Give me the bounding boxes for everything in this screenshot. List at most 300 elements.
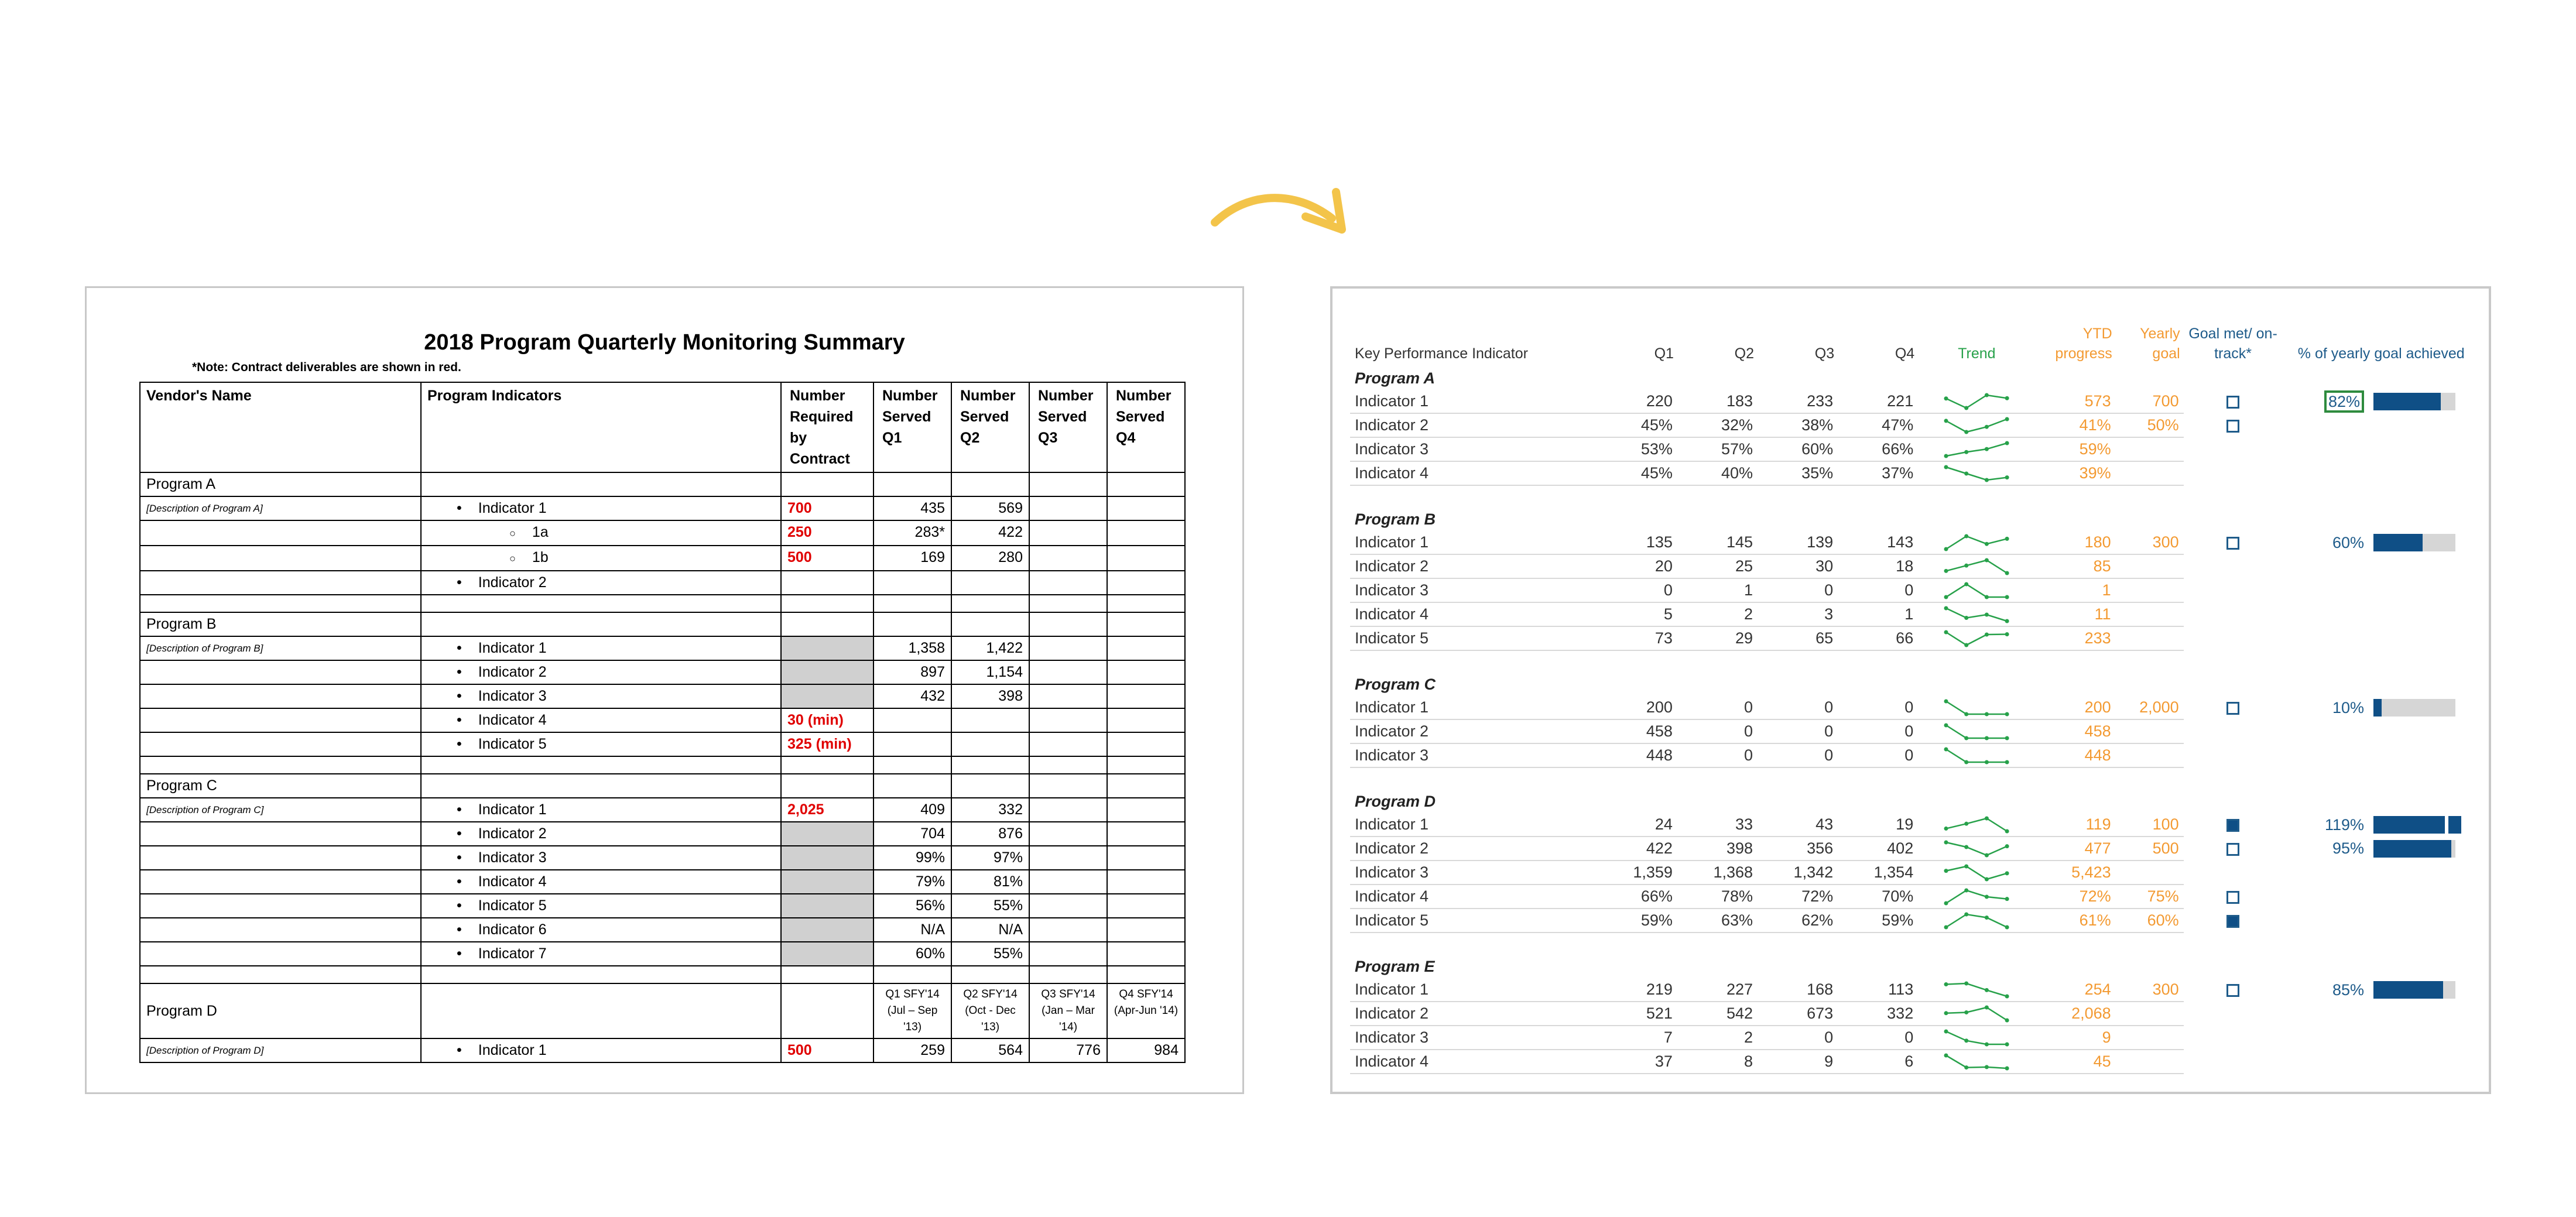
required-value: 500 [781, 1038, 873, 1062]
sparkline-line [1946, 866, 2007, 879]
quarter-value: 0 [1677, 719, 1758, 743]
monitoring-summary-table [139, 382, 1186, 1063]
q4-value [1107, 660, 1185, 684]
sparkline [1941, 1053, 2012, 1071]
indicator-label: Indicator 5 [1350, 626, 1597, 650]
pct-bar-cell [2369, 885, 2480, 909]
quarter-value: 25 [1677, 554, 1758, 578]
indicator-name: • Indicator 4 [421, 870, 781, 894]
table-row [140, 684, 1185, 708]
sparkline-point [1944, 595, 1948, 599]
indicator-name: • Indicator 2 [421, 660, 781, 684]
quarter-value: 332 [1838, 1002, 1918, 1026]
ytd-progress: 254 [2036, 978, 2116, 1002]
kpi-row [1350, 885, 2480, 909]
required-value: 30 (min) [781, 708, 873, 732]
empty-cell [140, 684, 421, 708]
sparkline-point [1944, 454, 1948, 458]
quarter-value: 0 [1677, 743, 1758, 767]
q2-value [951, 571, 1029, 595]
quarter-value: 20 [1597, 554, 1677, 578]
sparkline-point [1965, 888, 1969, 892]
q2-value: 1,422 [951, 636, 1029, 660]
q1-value: 99% [873, 846, 951, 870]
sparkline-point [2005, 736, 2009, 740]
pct-bar-cell [2369, 602, 2480, 626]
ytd-progress: 2,068 [2036, 1002, 2116, 1026]
sparkline-point [2005, 829, 2009, 833]
quarter-value: 29 [1677, 626, 1758, 650]
pct-achieved-cell [2282, 578, 2369, 602]
sparkline-point [1965, 582, 1969, 586]
yearly-goal: 60% [2116, 909, 2184, 933]
q2-value: 564 [951, 1038, 1029, 1062]
sparkline-point [1944, 606, 1948, 610]
sparkline [1941, 839, 2012, 858]
quarter-value: 183 [1677, 390, 1758, 413]
sparkline-line [1946, 749, 2007, 762]
empty-cell [140, 708, 421, 732]
trend-sparkline [1918, 1026, 2035, 1050]
pct-achieved-cell [2282, 1002, 2369, 1026]
required-value: 325 (min) [781, 732, 873, 756]
program-description: [Description of Program A] [140, 496, 421, 520]
trend-sparkline [1918, 909, 2035, 933]
q1-value: 432 [873, 684, 951, 708]
sparkline [1941, 440, 2012, 459]
q3-value [1029, 636, 1107, 660]
empty-cell [140, 520, 421, 546]
header-vendor: Vendor's Name [140, 382, 421, 472]
empty-cell [421, 756, 781, 774]
sparkline-point [2005, 396, 2009, 400]
sparkline-point [1944, 1053, 1948, 1057]
yearly-goal: 2,000 [2116, 696, 2184, 719]
kpi-row [1350, 743, 2480, 767]
sparkline [1941, 581, 2012, 600]
q3-value [1029, 520, 1107, 546]
required-value [781, 846, 873, 870]
quarter-value: 356 [1758, 837, 1838, 861]
ytd-progress: 200 [2036, 696, 2116, 719]
kpi-row [1350, 554, 2480, 578]
yearly-goal [2116, 1026, 2184, 1050]
sparkline-line [1946, 632, 2007, 645]
header-goal-met: Goal met/ on-track* [2188, 325, 2277, 362]
sparkline-point [1965, 864, 1969, 868]
sparkline-point [1944, 1011, 1948, 1015]
quarter-value: 47% [1838, 413, 1918, 437]
sparkline [1941, 533, 2012, 552]
indicator-label: Indicator 1 [1350, 978, 1597, 1002]
program-description: [Description of Program C] [140, 798, 421, 822]
ytd-progress: 39% [2036, 461, 2116, 485]
sparkline-line [1946, 608, 2007, 621]
empty-cell [873, 966, 951, 983]
indicator-label: Indicator 1 [1350, 813, 1597, 837]
goal-met-checkbox [2226, 843, 2239, 856]
program-name: Program A [1355, 369, 1436, 387]
trend-sparkline [1918, 413, 2035, 437]
empty-cell [781, 472, 873, 496]
empty-cell [951, 595, 1029, 612]
q1-value: N/A [873, 918, 951, 942]
spacer-row [1350, 650, 2480, 673]
pct-bar-cell [2369, 696, 2480, 719]
sparkline-point [1985, 612, 1989, 616]
quarter-value: 53% [1597, 437, 1677, 461]
quarter-heading-q1: Q1 SFY'14 (Jul – Sep '13) [873, 983, 951, 1038]
kpi-header-row [1350, 324, 2480, 367]
sparkline-line [1946, 890, 2007, 903]
q1-value: 169 [873, 546, 951, 571]
pct-bar-fill [2373, 816, 2445, 834]
program-name: Program B [1355, 510, 1436, 528]
yearly-goal [2116, 437, 2184, 461]
trend-sparkline [1918, 437, 2035, 461]
quarter-value: 221 [1838, 390, 1918, 413]
sparkline-point [1944, 869, 1948, 873]
header-q4: Q4 [1895, 345, 1915, 362]
quarter-value: 1 [1677, 578, 1758, 602]
yearly-goal: 700 [2116, 390, 2184, 413]
empty-cell [781, 612, 873, 636]
header-pct-achieved: % of yearly goal achieved [2297, 345, 2465, 362]
quarter-value: 73 [1597, 626, 1677, 650]
sparkline [1941, 605, 2012, 624]
q1-value: 897 [873, 660, 951, 684]
sparkline-line [1946, 818, 2007, 831]
indicator-name: ○ 1a [421, 520, 781, 546]
quarter-value: 398 [1677, 837, 1758, 861]
kpi-row [1350, 837, 2480, 861]
sparkline [1941, 392, 2012, 411]
quarter-value: 59% [1597, 909, 1677, 933]
sparkline-point [2005, 595, 2009, 599]
quarter-value: 145 [1677, 531, 1758, 554]
empty-cell [1350, 933, 2480, 955]
sparkline-point [1944, 699, 1948, 703]
q3-value [1029, 870, 1107, 894]
quarter-value: 0 [1758, 696, 1838, 719]
sparkline-point [1985, 1065, 1989, 1069]
indicator-label: Indicator 2 [1350, 554, 1597, 578]
indicator-label: Indicator 1 [1350, 696, 1597, 719]
q2-value: 81% [951, 870, 1029, 894]
required-value [781, 822, 873, 846]
goal-met-cell [2184, 578, 2283, 602]
sparkline-point [2005, 441, 2009, 445]
spacer-row [1350, 485, 2480, 508]
pct-bar-cell [2369, 531, 2480, 554]
empty-cell [951, 966, 1029, 983]
pct-achieved-cell [2282, 413, 2369, 437]
q4-value: 984 [1107, 1038, 1185, 1062]
table-row [140, 732, 1185, 756]
empty-cell [421, 612, 781, 636]
program-heading-row [1350, 955, 2480, 978]
kpi-row [1350, 531, 2480, 554]
pct-bar-cell [2369, 461, 2480, 485]
kpi-row [1350, 602, 2480, 626]
empty-cell [1350, 767, 2480, 790]
q1-value [873, 708, 951, 732]
quarter-value: 62% [1758, 909, 1838, 933]
goal-met-cell [2184, 861, 2283, 885]
pct-achieved-cell [2282, 743, 2369, 767]
goal-met-cell [2184, 743, 2283, 767]
sparkline-point [1944, 901, 1948, 905]
sparkline-point [1965, 616, 1969, 620]
q1-value: 409 [873, 798, 951, 822]
required-value: 700 [781, 496, 873, 520]
indicator-label: Indicator 4 [1350, 602, 1597, 626]
sparkline-point [1965, 450, 1969, 454]
indicator-label: Indicator 2 [1350, 413, 1597, 437]
q2-value: 55% [951, 894, 1029, 918]
indicator-name: • Indicator 2 [421, 822, 781, 846]
quarter-value: 66 [1838, 626, 1918, 650]
table-row [140, 894, 1185, 918]
empty-cell [1107, 756, 1185, 774]
kpi-row [1350, 461, 2480, 485]
sparkline-point [1985, 988, 1989, 992]
empty-cell [1350, 650, 2480, 673]
sparkline-point [2005, 1018, 2009, 1022]
sparkline-point [1985, 478, 1989, 482]
yearly-goal [2116, 1050, 2184, 1074]
table-row [140, 520, 1185, 546]
q4-value [1107, 636, 1185, 660]
table-row [140, 822, 1185, 846]
quarter-value: 673 [1758, 1002, 1838, 1026]
ytd-progress: 5,423 [2036, 861, 2116, 885]
indicator-label: Indicator 4 [1350, 885, 1597, 909]
kpi-table [1350, 324, 2480, 1074]
q4-value [1107, 571, 1185, 595]
empty-cell [421, 472, 781, 496]
kpi-row [1350, 1002, 2480, 1026]
yearly-goal: 75% [2116, 885, 2184, 909]
quarter-value: 0 [1838, 578, 1918, 602]
q1-value: 1,358 [873, 636, 951, 660]
kpi-row [1350, 978, 2480, 1002]
header-indicators: Program Indicators [421, 382, 781, 472]
quarter-value: 18 [1838, 554, 1918, 578]
indicator-label: Indicator 4 [1350, 1050, 1597, 1074]
goal-met-cell [2184, 413, 2283, 437]
sparkline-point [2005, 871, 2009, 875]
q2-value: 332 [951, 798, 1029, 822]
header-q3: Number Served Q3 [1029, 382, 1107, 472]
q3-value [1029, 496, 1107, 520]
pct-bar-cell [2369, 861, 2480, 885]
header-goal: Yearly goal [2140, 325, 2180, 362]
empty-cell [421, 595, 781, 612]
quarter-value: 135 [1597, 531, 1677, 554]
pct-bar-cell [2369, 813, 2480, 837]
empty-cell [873, 612, 951, 636]
quarter-value: 113 [1838, 978, 1918, 1002]
quarter-value: 0 [1597, 578, 1677, 602]
sparkline-point [1944, 723, 1948, 727]
pct-achieved-cell [2282, 1026, 2369, 1050]
program-name: Program E [1355, 958, 1435, 975]
pct-achieved-cell [2282, 461, 2369, 485]
pct-bar-fill [2373, 699, 2382, 717]
quarter-value: 7 [1597, 1026, 1677, 1050]
pct-bar-track [2373, 393, 2455, 410]
sparkline-point [2005, 897, 2009, 901]
program-description: [Description of Program B] [140, 636, 421, 660]
table-row [140, 708, 1185, 732]
pct-achieved-cell [2282, 531, 2369, 554]
q3-value [1029, 684, 1107, 708]
sparkline-point [2005, 1042, 2009, 1046]
pct-bar-cell [2369, 909, 2480, 933]
pct-achieved-cell [2282, 554, 2369, 578]
pct-achieved-cell [2282, 696, 2369, 719]
indicator-label: Indicator 2 [1350, 1002, 1597, 1026]
quarter-value: 38% [1758, 413, 1838, 437]
pct-achieved-cell [2282, 390, 2369, 413]
empty-cell [781, 756, 873, 774]
pct-achieved-cell [2282, 837, 2369, 861]
pct-bar-fill [2373, 840, 2451, 858]
pct-bar-cell [2369, 413, 2480, 437]
sparkline-point [1965, 471, 1969, 475]
empty-cell [140, 870, 421, 894]
quarter-value: 37 [1597, 1050, 1677, 1074]
ytd-progress: 1 [2036, 578, 2116, 602]
goal-met-cell [2184, 390, 2283, 413]
sparkline [1941, 1029, 2012, 1047]
q1-value: 283* [873, 520, 951, 546]
indicator-label: Indicator 3 [1350, 861, 1597, 885]
quarter-value: 40% [1677, 461, 1758, 485]
indicator-name: • Indicator 1 [421, 1038, 781, 1062]
original-summary-document [85, 286, 1244, 1094]
trend-sparkline [1918, 461, 2035, 485]
empty-cell [140, 732, 421, 756]
quarter-value: 0 [1677, 696, 1758, 719]
spacer-row [140, 595, 1185, 612]
quarter-value: 0 [1838, 719, 1918, 743]
empty-cell [873, 756, 951, 774]
table-header-row [140, 382, 1185, 472]
goal-met-cell [2184, 1050, 2283, 1074]
yearly-goal [2116, 719, 2184, 743]
pct-achieved-cell [2282, 861, 2369, 885]
sparkline-point [1985, 853, 1989, 857]
sparkline-point [1965, 981, 1969, 985]
pct-bar-cell [2369, 437, 2480, 461]
sparkline-point [2005, 760, 2009, 764]
sparkline-point [1965, 821, 1969, 825]
pct-bar-track [2373, 981, 2455, 999]
sparkline-point [2005, 712, 2009, 716]
quarter-value: 32% [1677, 413, 1758, 437]
indicator-name: • Indicator 3 [421, 684, 781, 708]
program-heading-row [1350, 790, 2480, 813]
sparkline-point [1985, 541, 1989, 546]
empty-cell [781, 966, 873, 983]
required-value [781, 684, 873, 708]
table-row [140, 660, 1185, 684]
document-title: 2018 Program Quarterly Monitoring Summary [424, 330, 905, 355]
q3-value [1029, 732, 1107, 756]
required-value [781, 870, 873, 894]
quarter-value: 5 [1597, 602, 1677, 626]
pct-bar-cell [2369, 978, 2480, 1002]
pct-achieved-cell [2282, 1050, 2369, 1074]
ytd-progress: 573 [2036, 390, 2116, 413]
empty-cell [140, 595, 421, 612]
indicator-name: ○ 1b [421, 546, 781, 571]
sparkline-line [1946, 1031, 2007, 1044]
indicator-label: Indicator 2 [1350, 719, 1597, 743]
spacer-row [140, 756, 1185, 774]
indicator-name: • Indicator 5 [421, 894, 781, 918]
trend-sparkline [1918, 837, 2035, 861]
kpi-row [1350, 813, 2480, 837]
q2-value: 97% [951, 846, 1029, 870]
q3-value [1029, 660, 1107, 684]
goal-met-checkbox [2226, 396, 2239, 409]
trend-sparkline [1918, 602, 2035, 626]
sparkline-point [1965, 712, 1969, 716]
program-heading-row [1350, 367, 2480, 390]
quarter-heading-q4: Q4 SFY'14 (Apr-Jun '14) [1107, 983, 1185, 1038]
kpi-row [1350, 390, 2480, 413]
quarter-value: 168 [1758, 978, 1838, 1002]
quarter-value: 70% [1838, 885, 1918, 909]
sparkline-line [1946, 536, 2007, 549]
pct-bar-track [2373, 699, 2455, 717]
trend-sparkline [1918, 743, 2035, 767]
quarter-value: 219 [1597, 978, 1677, 1002]
q2-value: 569 [951, 496, 1029, 520]
sparkline-point [1985, 894, 1989, 899]
sparkline-point [2005, 632, 2009, 636]
empty-cell [1350, 485, 2480, 508]
goal-met-cell [2184, 626, 2283, 650]
empty-cell [873, 774, 951, 798]
quarter-value: 6 [1838, 1050, 1918, 1074]
yearly-goal [2116, 626, 2184, 650]
sparkline [1941, 863, 2012, 882]
sparkline-point [1965, 1010, 1969, 1014]
goal-met-cell [2184, 885, 2283, 909]
q4-value [1107, 520, 1185, 546]
goal-met-cell [2184, 1026, 2283, 1050]
goal-met-cell [2184, 696, 2283, 719]
yearly-goal [2116, 461, 2184, 485]
empty-cell [781, 595, 873, 612]
goal-met-cell [2184, 531, 2283, 554]
header-q1: Q1 [1654, 345, 1674, 362]
quarter-value: 1 [1838, 602, 1918, 626]
trend-sparkline [1918, 578, 2035, 602]
sparkline-point [2005, 925, 2009, 929]
quarter-value: 0 [1838, 1026, 1918, 1050]
q1-value: 435 [873, 496, 951, 520]
pct-bar-fill [2373, 981, 2443, 999]
quarter-value: 72% [1758, 885, 1838, 909]
pct-bar-track [2373, 534, 2455, 551]
sparkline-line [1946, 725, 2007, 738]
indicator-name: • Indicator 1 [421, 496, 781, 520]
